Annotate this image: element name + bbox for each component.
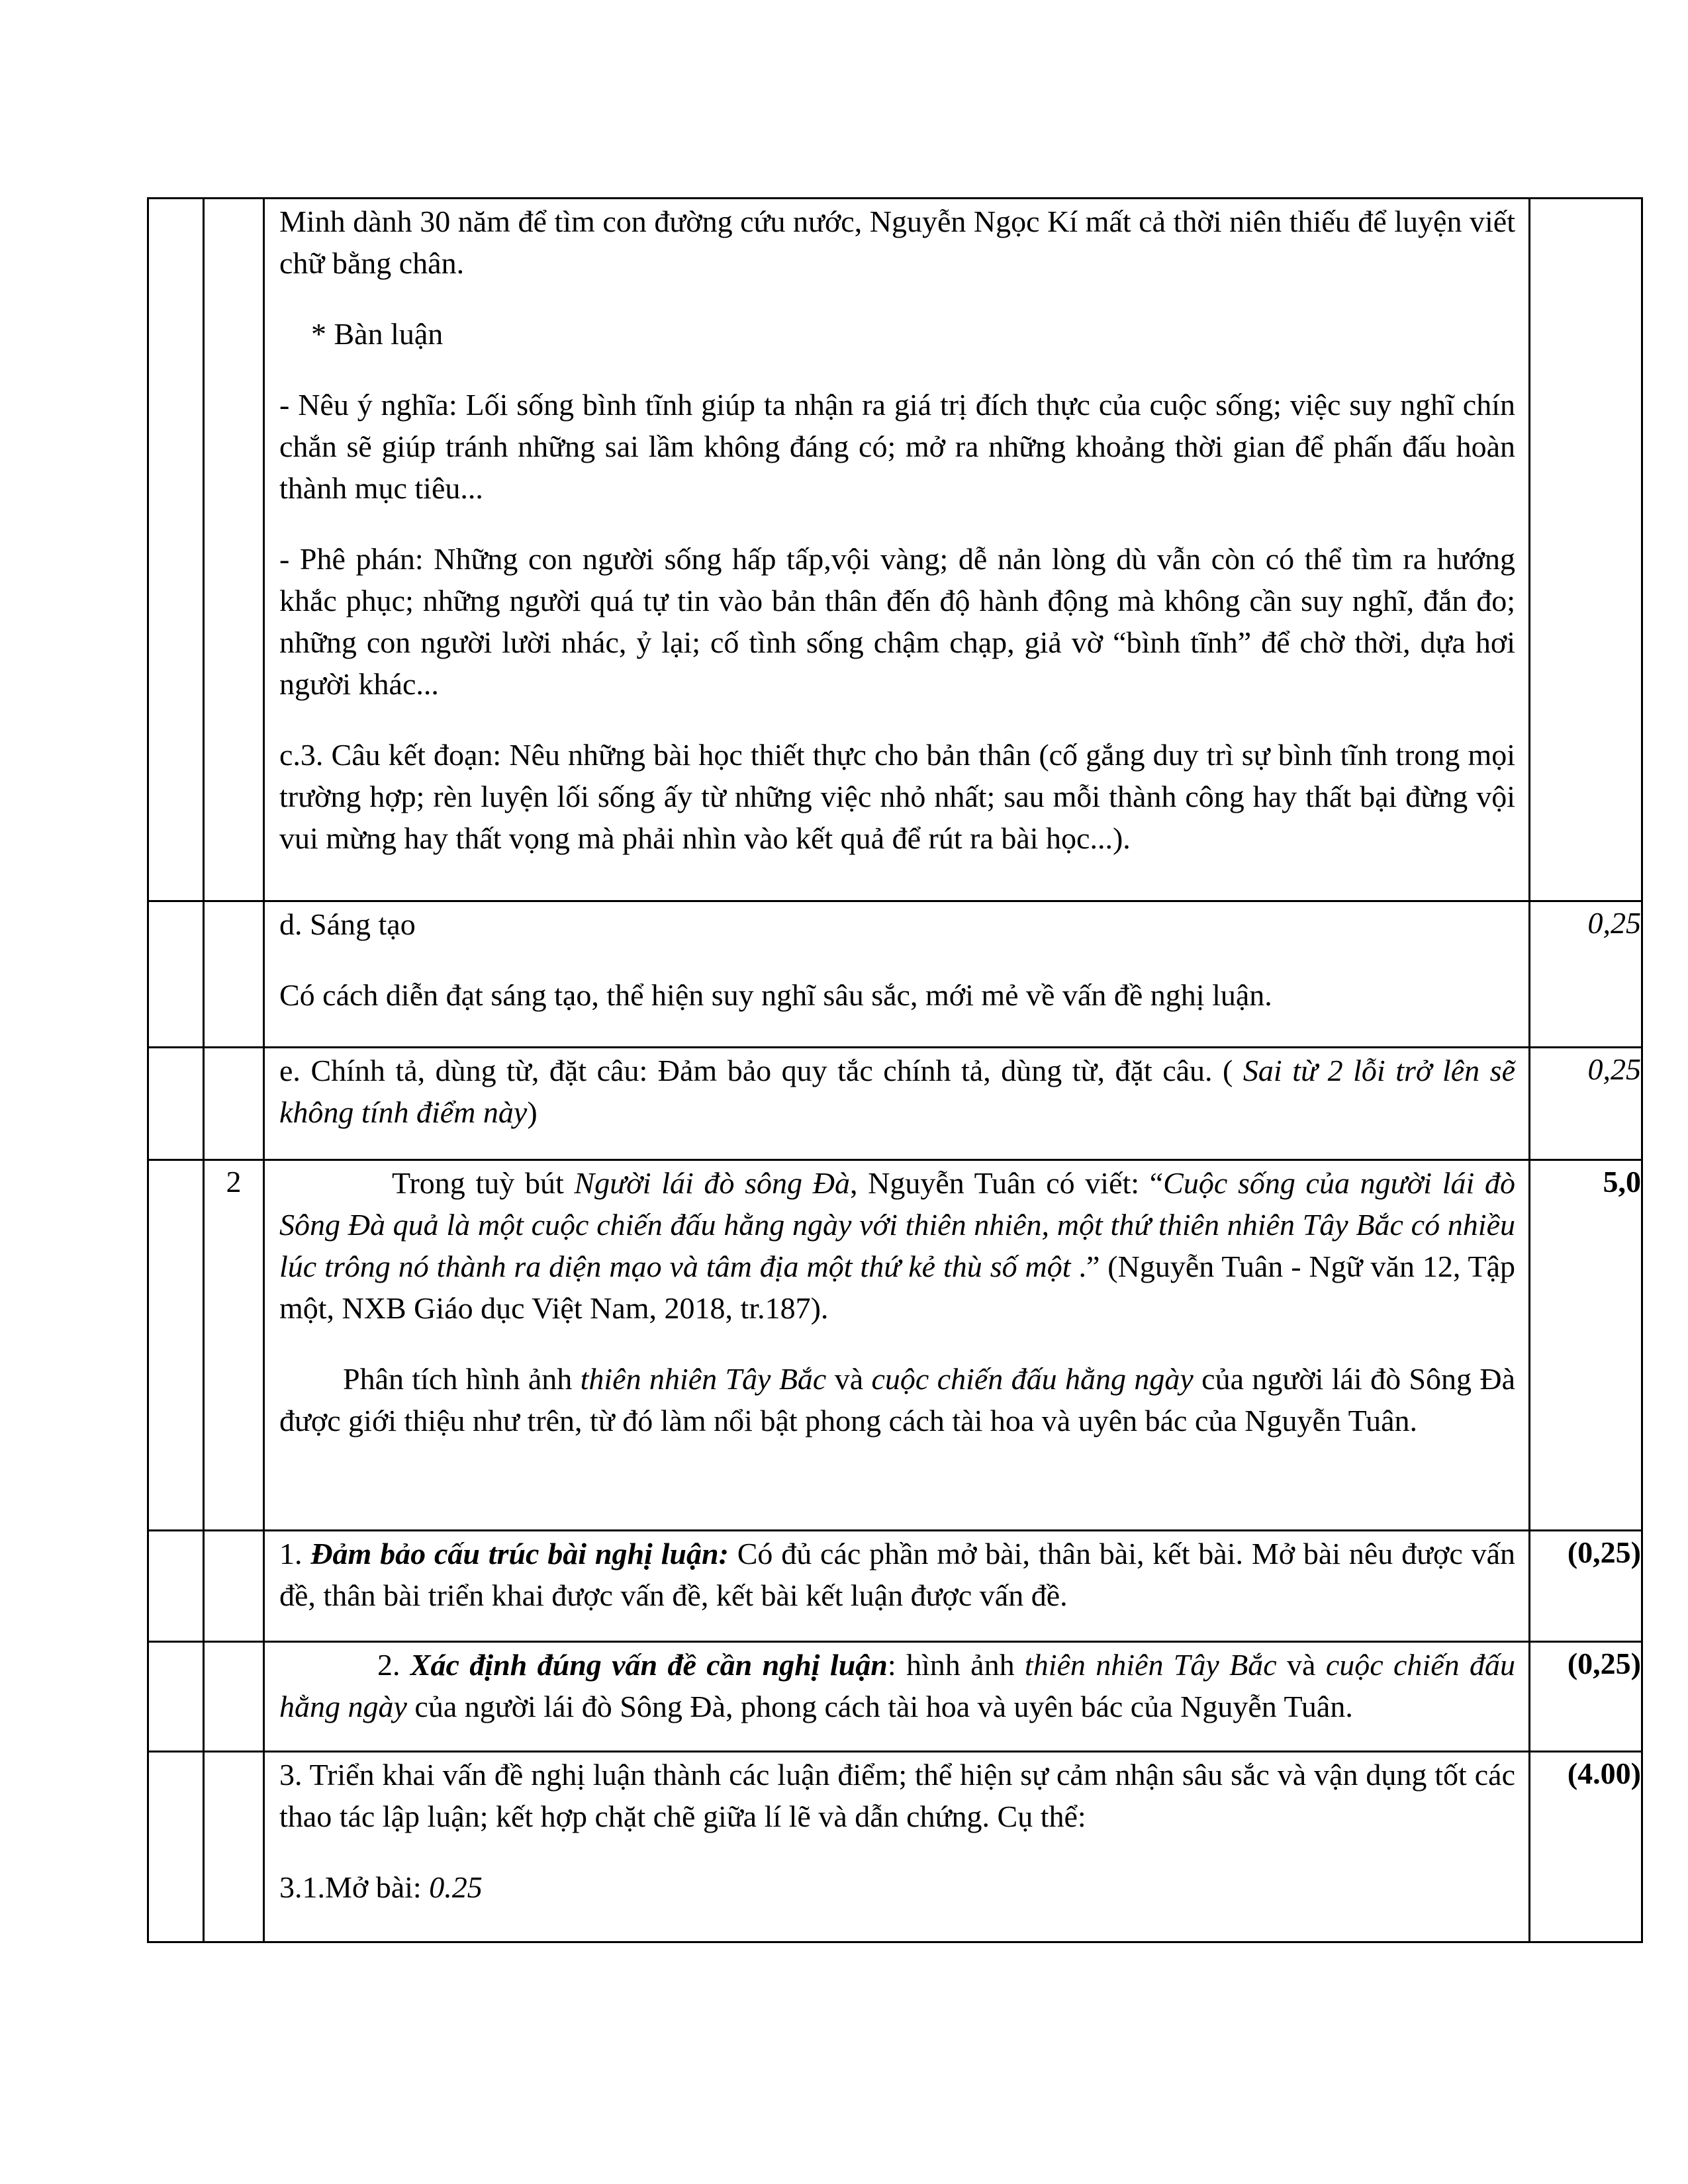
table-row xyxy=(148,1642,1642,1752)
content-cell xyxy=(264,199,1530,901)
paragraph-meaning: - Nêu ý nghĩa: Lối sống bình tĩnh giúp ta nhận ra giá trị đích thực của cuộc sống; việc suy nghĩ chín chắn sẽ giúp tránh những sai lầm không đáng có; mở ra những khoảng thời gian để phấn đấu hoàn thành mục tiêu... xyxy=(279,388,1515,505)
creativity-body: Có cách diễn đạt sáng tạo, thể hiện suy nghĩ sâu sắc, mới mẻ về vấn đề nghị luận. xyxy=(279,978,1272,1012)
part-cell xyxy=(148,1048,204,1160)
part-cell xyxy=(148,1752,204,1942)
table-row xyxy=(148,1160,1642,1531)
structure-criterion: 1. Đảm bảo cấu trúc bài nghị luận: Có đủ các phần mở bài, thân bài, kết bài. Mở bài nêu được vấn đề, thân bài triển khai được vấn đề, kết bài kết luận được vấn đề. xyxy=(279,1537,1516,1612)
content-cell xyxy=(264,1160,1530,1531)
creativity-title: d. Sáng tạo xyxy=(279,907,416,941)
question-number-cell xyxy=(204,1531,264,1642)
develop-score: (4.00) xyxy=(1530,1752,1642,1942)
part-cell xyxy=(148,901,204,1048)
creativity-score: 0,25 xyxy=(1530,901,1642,1048)
content-cell xyxy=(264,1752,1530,1942)
question-total-score: 5,0 xyxy=(1530,1160,1642,1531)
part-cell xyxy=(148,1531,204,1642)
question-task: Phân tích hình ảnh thiên nhiên Tây Bắc và cuộc chiến đấu hằng ngày của người lái đò Sông Đà được giới thiệu như trên, từ đó làm nổi bật phong cách tài hoa và uyên bác của Nguyễn Tuân. xyxy=(279,1362,1515,1437)
question-number-cell xyxy=(204,1048,264,1160)
paragraph-conclusion: c.3. Câu kết đoạn: Nêu những bài học thiết thực cho bản thân (cố gắng duy trì sự bình tĩnh trong mọi trường hợp; rèn luyện lối sống ấy từ những việc nhỏ nhất; sau mỗi thành công hay thất bại đừng vội vui mừng hay thất vọng mà phải nhìn vào kết quả để rút ra bài học...). xyxy=(279,738,1515,855)
spelling-criterion: e. Chính tả, dùng từ, đặt câu: Đảm bảo quy tắc chính tả, dùng từ, đặt câu. ( Sai từ 2 lỗi trở lên sẽ không tính điểm này) xyxy=(279,1054,1515,1129)
table-row xyxy=(148,1752,1642,1942)
develop-criterion: 3. Triển khai vấn đề nghị luận thành các luận điểm; thể hiện sự cảm nhận sâu sắc và vận dụng tốt các thao tác lập luận; kết hợp chặt chẽ giữa lí lẽ và dẫn chứng. Cụ thể: xyxy=(279,1758,1515,1833)
identify-criterion: 2. Xác định đúng vấn đề cần nghị luận: hình ảnh thiên nhiên Tây Bắc và cuộc chiến đấu hằng ngày của người lái đò Sông Đà, phong cách tài hoa và uyên bác của Nguyễn Tuân. xyxy=(279,1648,1515,1723)
part-cell xyxy=(148,199,204,901)
part-cell xyxy=(148,1642,204,1752)
question-number-cell xyxy=(204,901,264,1048)
content-cell xyxy=(264,1048,1530,1160)
question-number-cell xyxy=(204,1642,264,1752)
part-cell xyxy=(148,1160,204,1531)
paragraph-discussion-heading: * Bàn luận xyxy=(311,317,444,351)
table-row xyxy=(148,199,1642,901)
intro-criterion: 3.1.Mở bài: 0.25 xyxy=(279,1870,483,1904)
question-number: 2 xyxy=(204,1160,264,1531)
structure-score: (0,25) xyxy=(1530,1531,1642,1642)
identify-score: (0,25) xyxy=(1530,1642,1642,1752)
table-row xyxy=(148,901,1642,1048)
grading-table xyxy=(147,197,1643,1943)
content-cell xyxy=(264,901,1530,1048)
content-cell xyxy=(264,1642,1530,1752)
table-row xyxy=(148,1048,1642,1160)
table-row xyxy=(148,1531,1642,1642)
question-number-cell xyxy=(204,1752,264,1942)
question-number-cell xyxy=(204,199,264,901)
question-quote: Trong tuỳ bút Người lái đò sông Đà, Nguyễn Tuân có viết: “Cuộc sống của người lái đò Sông Đà quả là một cuộc chiến đấu hằng ngày với thiên nhiên, một thứ thiên nhiên Tây Bắc có nhiều lúc trông nó thành ra diện mạo và tâm địa một thứ kẻ thù số một .” (Nguyễn Tuân - Ngữ văn 12, Tập một, NXB Giáo dục Việt Nam, 2018, tr.187). xyxy=(279,1166,1515,1325)
paragraph-criticism: - Phê phán: Những con người sống hấp tấp,vội vàng; dễ nản lòng dù vẫn còn có thể tìm ra hướng khắc phục; những người quá tự tin vào bản thân đến độ hành động mà không cần suy nghĩ, đắn đo; những con người lười nhác, ỷ lại; cố tình sống chậm chạp, giả vờ “bình tĩnh” để chờ thời, dựa hơi người khác... xyxy=(279,542,1515,701)
score-cell xyxy=(1530,199,1642,901)
paragraph-example: Minh dành 30 năm để tìm con đường cứu nước, Nguyễn Ngọc Kí mất cả thời niên thiếu để luyện viết chữ bằng chân. xyxy=(279,205,1515,280)
content-cell xyxy=(264,1531,1530,1642)
spelling-score: 0,25 xyxy=(1530,1048,1642,1160)
